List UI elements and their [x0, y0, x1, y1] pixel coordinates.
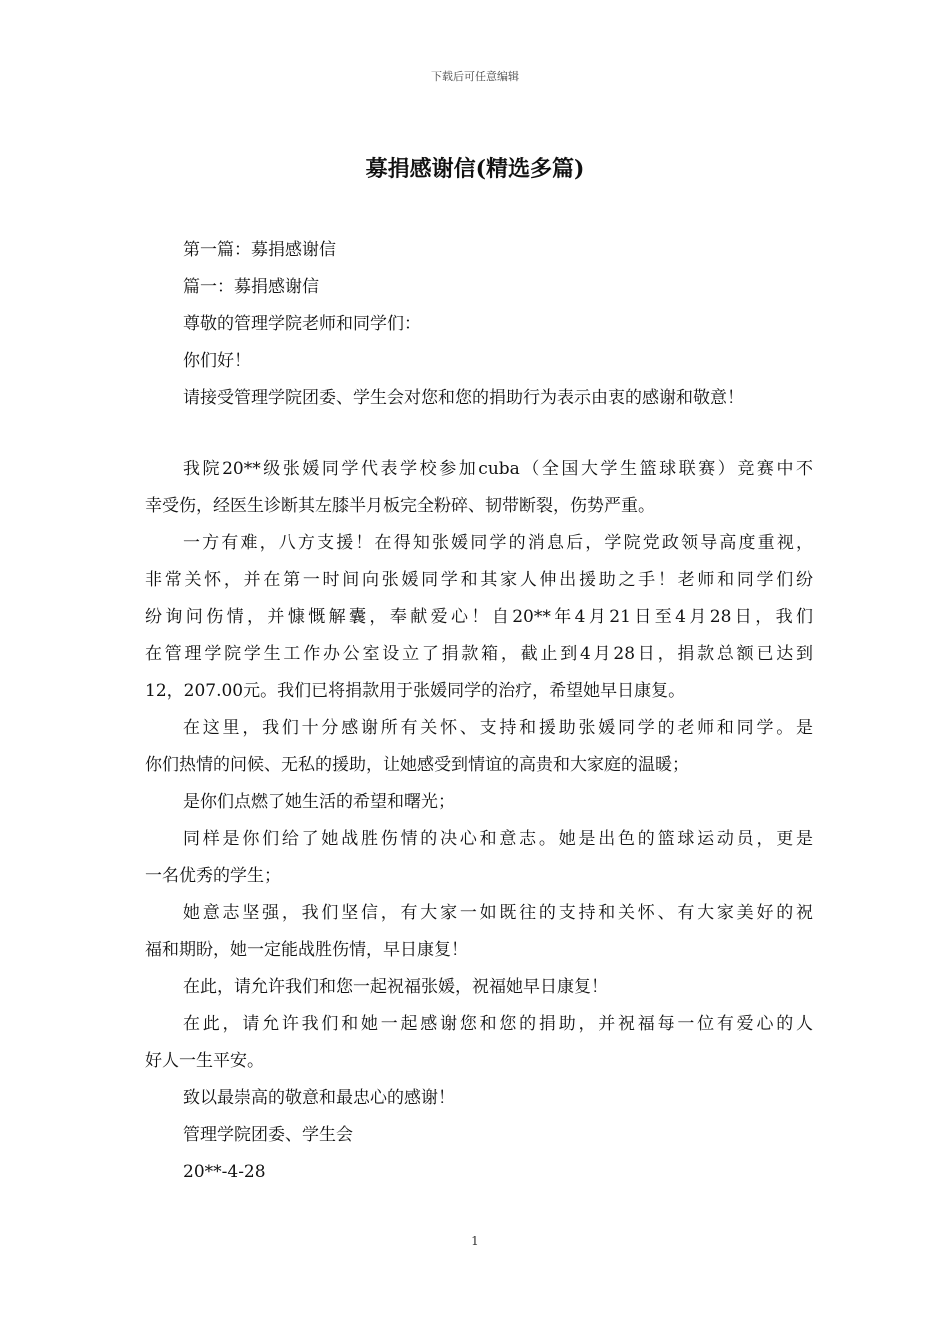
letter-date: 20**-4-28: [183, 1162, 266, 1182]
paragraph-blessing: 在此，请允许我们和您一起祝福张媛，祝福她早日康复！: [183, 977, 608, 997]
section-heading: 第一篇：募捐感谢信: [183, 240, 336, 260]
paragraph-injury: [145, 451, 813, 525]
paragraph-line: 我院20**级张媛同学代表学校参加cuba（全国大学生篮球联赛）竞赛中不: [183, 459, 813, 479]
intro-paragraph: 请接受管理学院团委、学生会对您和您的捐助行为表示由衷的感谢和敬意！: [183, 388, 744, 408]
paragraph-line: 在此，请允许我们和她一起感谢您和您的捐助，并祝福每一位有爱心的人: [183, 1014, 813, 1034]
closing-line: 致以最崇高的敬意和最忠心的感谢！: [183, 1088, 455, 1108]
paragraph-line: 12，207.00元。我们已将捐款用于张媛同学的治疗，希望她早日康复。: [145, 681, 686, 701]
paragraph-line: 她意志坚强，我们坚信，有大家一如既往的支持和关怀、有大家美好的祝: [183, 903, 813, 923]
paragraph-line: 非常关怀，并在第一时间向张媛同学和其家人伸出援助之手！老师和同学们纷: [145, 570, 813, 590]
paragraph-line: 福和期盼，她一定能战胜伤情，早日康复！: [145, 940, 468, 960]
paragraph-line: 幸受伤，经医生诊断其左膝半月板完全粉碎、韧带断裂，伤势严重。: [145, 496, 655, 516]
header-note: 下载后可任意编辑: [431, 70, 519, 83]
greeting: 你们好！: [183, 351, 251, 371]
paragraph-hope: 是你们点燃了她生活的希望和曙光；: [183, 792, 455, 812]
paragraph-gap: [145, 417, 813, 451]
paragraph-line: 同样是你们给了她战胜伤情的决心和意志。她是出色的篮球运动员，更是: [183, 829, 813, 849]
paragraph-gratitude: [145, 1006, 813, 1080]
paragraph-line: 纷询问伤情，并慷慨解囊，奉献爱心！自20**年4月21日至4月28日，我们: [145, 607, 813, 627]
paragraph-line: 一名优秀的学生；: [145, 866, 281, 886]
paragraph-line: 好人一生平安。: [145, 1051, 264, 1071]
paragraph-determination: [145, 821, 813, 895]
paragraph-line: 在这里，我们十分感谢所有关怀、支持和援助张媛同学的老师和同学。是: [183, 718, 813, 738]
paragraph-thanks: [145, 710, 813, 784]
letter-body: [145, 232, 813, 1191]
page-number: 1: [471, 1234, 479, 1248]
paragraph-line: 一方有难，八方支援！在得知张媛同学的消息后，学院党政领导高度重视，: [183, 533, 813, 553]
paragraph-line: 在管理学院学生工作办公室设立了捐款箱，截止到4月28日，捐款总额已达到: [145, 644, 813, 664]
subsection-heading: 篇一：募捐感谢信: [183, 277, 319, 297]
paragraph-line: 你们热情的问候、无私的援助，让她感受到情谊的高贵和大家庭的温暖；: [145, 755, 689, 775]
signature: 管理学院团委、学生会: [183, 1125, 353, 1145]
salutation: 尊敬的管理学院老师和同学们：: [183, 314, 421, 334]
paragraph-support: [145, 525, 813, 710]
document-title: 募捐感谢信(精选多篇): [365, 156, 585, 182]
paragraph-belief: [145, 895, 813, 969]
